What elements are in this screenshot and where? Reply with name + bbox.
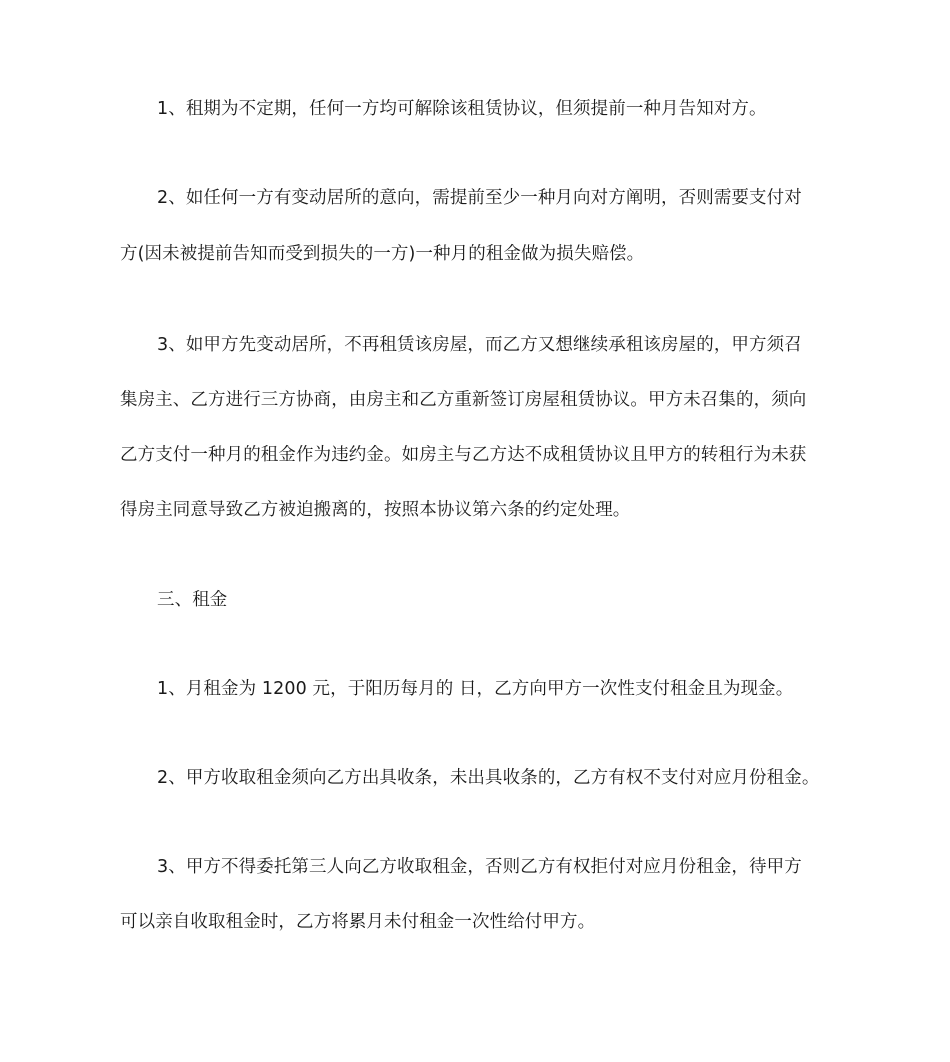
rent-clause-2-line-1: 2、甲方收取租金须向乙方出具收条，未出具收条的，乙方有权不支付对应月份租金。 — [157, 768, 820, 788]
term-clause-1-line-1: 1、租期为不定期，任何一方均可解除该租赁协议，但须提前一种月告知对方。 — [157, 99, 767, 119]
rent-clause-1-line-1: 1、月租金为 1200 元，于阳历每月的 日，乙方向甲方一次性支付租金且为现金。 — [157, 679, 794, 699]
term-clause-3-line-4: 得房主同意导致乙方被迫搬离的，按照本协议第六条的约定处理。 — [120, 500, 631, 520]
term-clause-2-line-1: 2、如任何一方有变动居所的意向，需提前至少一种月向对方阐明，否则需要支付对 — [157, 188, 802, 208]
term-clause-3-line-2: 集房主、乙方进行三方协商，由房主和乙方重新签订房屋租赁协议。甲方未召集的，须向 — [120, 390, 807, 410]
term-clause-3-line-1: 3、如甲方先变动居所，不再租赁该房屋，而乙方又想继续承租该房屋的，甲方须召 — [157, 335, 802, 355]
term-clause-2-line-2: 方(因未被提前告知而受到损失的一方)一种月的租金做为损失赔偿。 — [120, 244, 645, 264]
term-clause-3-line-3: 乙方支付一种月的租金作为违约金。如房主与乙方达不成租赁协议且甲方的转租行为未获 — [120, 445, 807, 465]
rent-clause-3-line-2: 可以亲自收取租金时，乙方将累月未付租金一次性给付甲方。 — [120, 912, 596, 932]
section-heading-rent: 三、租金 — [157, 590, 228, 610]
rent-clause-3-line-1: 3、甲方不得委托第三人向乙方收取租金，否则乙方有权拒付对应月份租金，待甲方 — [157, 857, 802, 877]
